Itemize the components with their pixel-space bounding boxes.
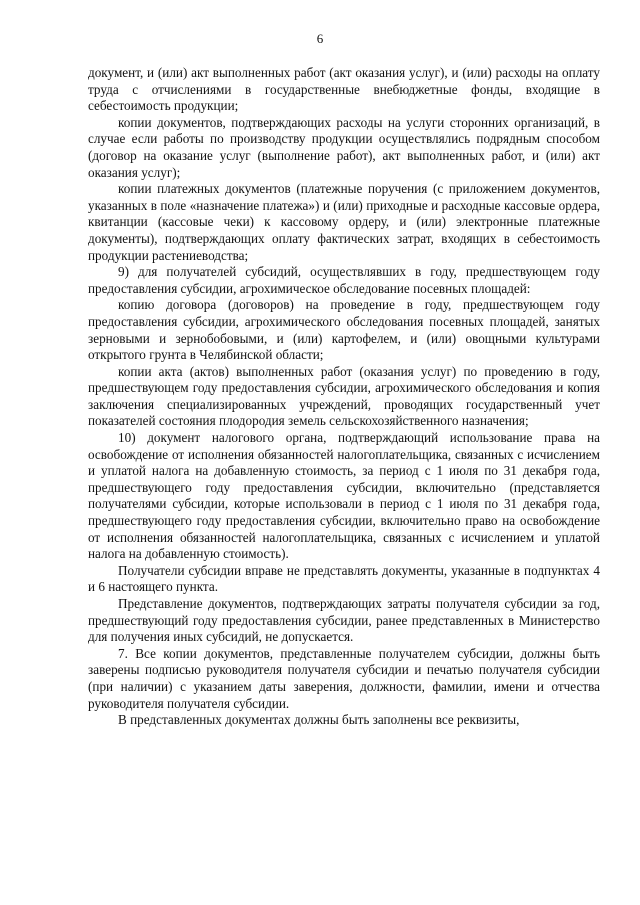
- paragraph-requisites: В представленных документах должны быть заполнены все реквизиты,: [118, 712, 520, 728]
- paragraph-continuation: документ, и (или) акт выполненных работ (акт оказания услуг), и (или) расходы на оплату труда с отчислениями в государственные внебюджетные фонды, входящие в себестоимость продукции;: [88, 65, 600, 114]
- paragraph-item-9: 9) для получателей субсидий, осуществлявших в году, предшествующем году предоставления субсидии, агрохимическое обследование посевных площадей:: [88, 264, 600, 296]
- paragraph-exemption-note: Получатели субсидии вправе не представлять документы, указанные в подпунктах 4 и 6 настоящего пункта.: [88, 562, 600, 595]
- paragraph-service-documents: копии документов, подтверждающих расходы на услуги сторонних организаций, в случае если работы по производству продукции осуществлялись подрядным способом (договор на оказание услуг (выполнение работ), акт выполненных работ, и (или) акт оказания услуг);: [88, 114, 600, 180]
- paragraph-item-7: 7. Все копии документов, представленные получателем субсидии, должны быть заверены подписью руководителя получателя субсидии и печатью получателя субсидии (при наличии) с указанием даты заверения, должности, фамилии, имени и отчества руководителя получателя субсидии.: [88, 645, 600, 711]
- page-number: 6: [316, 31, 324, 46]
- paragraph-item-10: 10) документ налогового органа, подтверждающий использование права на освобождение от исполнения обязанностей налогоплательщика, связанных с исчислением и уплатой налога на добавленную стоимость, за период с 1 июля по 31 декабря года, предшествующего году предоставления субсидии, включительно (представляется получателями субсидии, которые использовали в период с 1 июля по 31 декабря года, предшествующего году предоставления субсидии, включительно право на освобождение от исполнения обязанностей налогоплательщика, связанных с исчислением и уплатой налога на добавленную стоимость).: [88, 430, 600, 562]
- paragraph-payment-documents: копии платежных документов (платежные поручения (с приложением документов, указанных в поле «назначение платежа») и (или) приходные и расходные кассовые ордера, квитанции (кассовые чеки) к кассовому ордеру, и (или) электронные платежные документы), подтверждающих оплату фактических затрат, входящих в себестоимость продукции растениеводства;: [88, 181, 600, 263]
- paragraph-prior-documents: Представление документов, подтверждающих затраты получателя субсидии за год, предшествующий году предоставления субсидии, ранее представленных в Министерство для получения иных субсидий, не допускается.: [88, 596, 600, 645]
- document-body: [88, 65, 600, 729]
- paragraph-contract-copy: копию договора (договоров) на проведение в году, предшествующем году предоставления субсидии, агрохимического обследования посевных площадей, занятых зерновыми и зернобобовыми, и (или) картофелем, и (или) овощными культурами открытого грунта в Челябинской области;: [88, 297, 600, 363]
- paragraph-act-copies: копии акта (актов) выполненных работ (оказания услуг) по проведению в году, предшествующем году предоставления субсидии, агрохимического обследования и копия заключения специализированных учреждений, проводящих государственный учет показателей состояния плодородия земель сельскохозяйственного назначения;: [88, 363, 600, 429]
